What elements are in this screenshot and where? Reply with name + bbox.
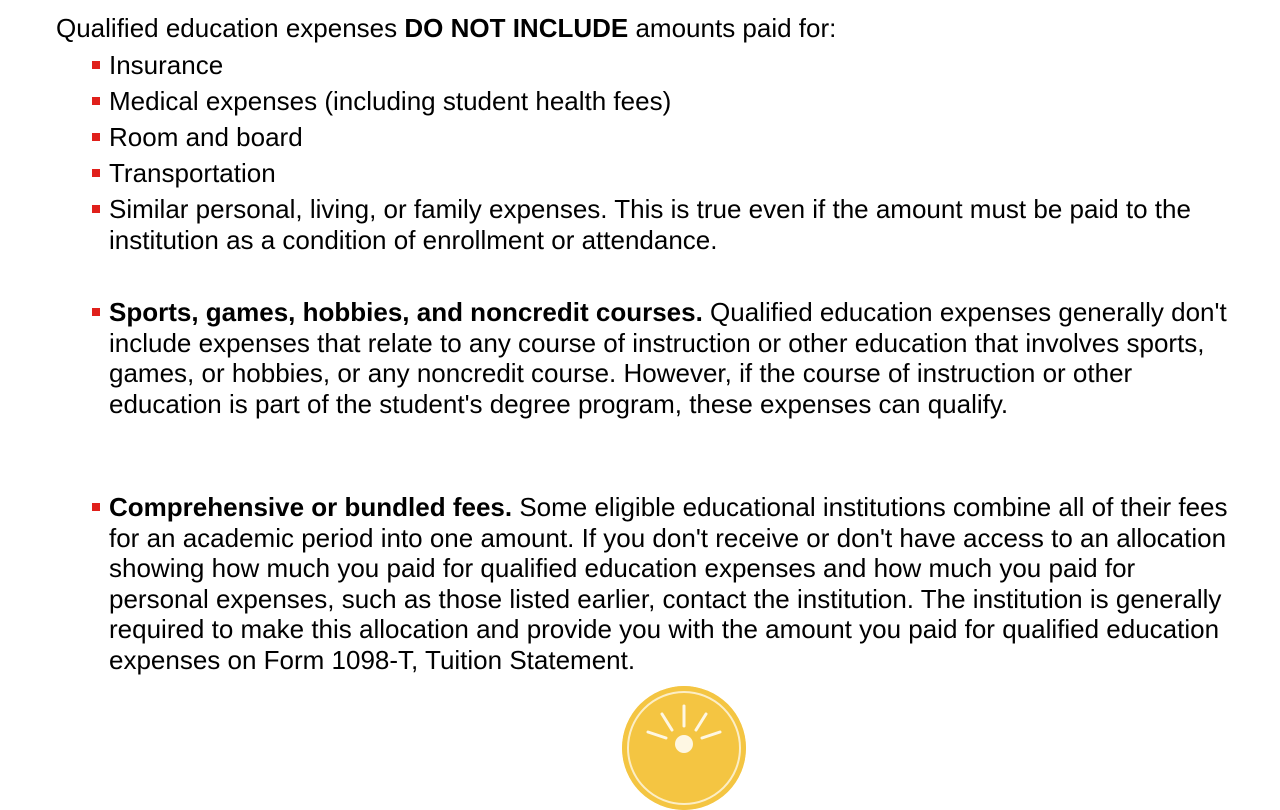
paragraph-lead: Sports, games, hobbies, and noncredit courses. (109, 297, 703, 327)
list-item-text: Insurance (109, 50, 224, 80)
list-item-text: Medical expenses (including student health fees) (109, 86, 672, 116)
paragraph-text (109, 492, 1229, 675)
paragraph-text (109, 297, 1229, 419)
square-bullet-icon (92, 133, 100, 141)
paragraph-body: Qualified education expenses generally don't include expenses that relate to any course of instruction or other education that involves sports, games, or hobbies, or any noncredit course. However, if the course of instruction or other education is part of the student's degree program, these expenses can qualify. (109, 297, 1227, 419)
square-bullet-icon (92, 97, 100, 105)
list-item-text: Room and board (109, 122, 303, 152)
square-bullet-icon (92, 308, 100, 316)
intro-suffix: amounts paid for: (628, 13, 837, 43)
square-bullet-icon (92, 61, 100, 69)
seal-emblem-icon (622, 686, 746, 810)
list-item-text: Transportation (109, 158, 276, 188)
intro-line (56, 13, 836, 43)
intro-emphasis: DO NOT INCLUDE (404, 13, 629, 43)
square-bullet-icon (92, 169, 100, 177)
paragraph-body: Some eligible educational institutions combine all of their fees for an academic period into one amount. If you don't receive or don't have access to an allocation showing how much you paid for qualified education expenses and how much you paid for personal expenses, such as those listed earlier, contact the institution. The institution is generally required to make this allocation and provide you with the amount you paid for qualified education expenses on Form 1098-T, Tuition Statement. (109, 492, 1228, 675)
paragraph-lead: Comprehensive or bundled fees. (109, 492, 513, 522)
square-bullet-icon (92, 503, 100, 511)
intro-prefix: Qualified education expenses (56, 13, 405, 43)
list-item-text: Similar personal, living, or family expenses. This is true even if the amount must be paid to the institution as a condition of enrollment or attendance. (109, 194, 1191, 255)
square-bullet-icon (92, 205, 100, 213)
